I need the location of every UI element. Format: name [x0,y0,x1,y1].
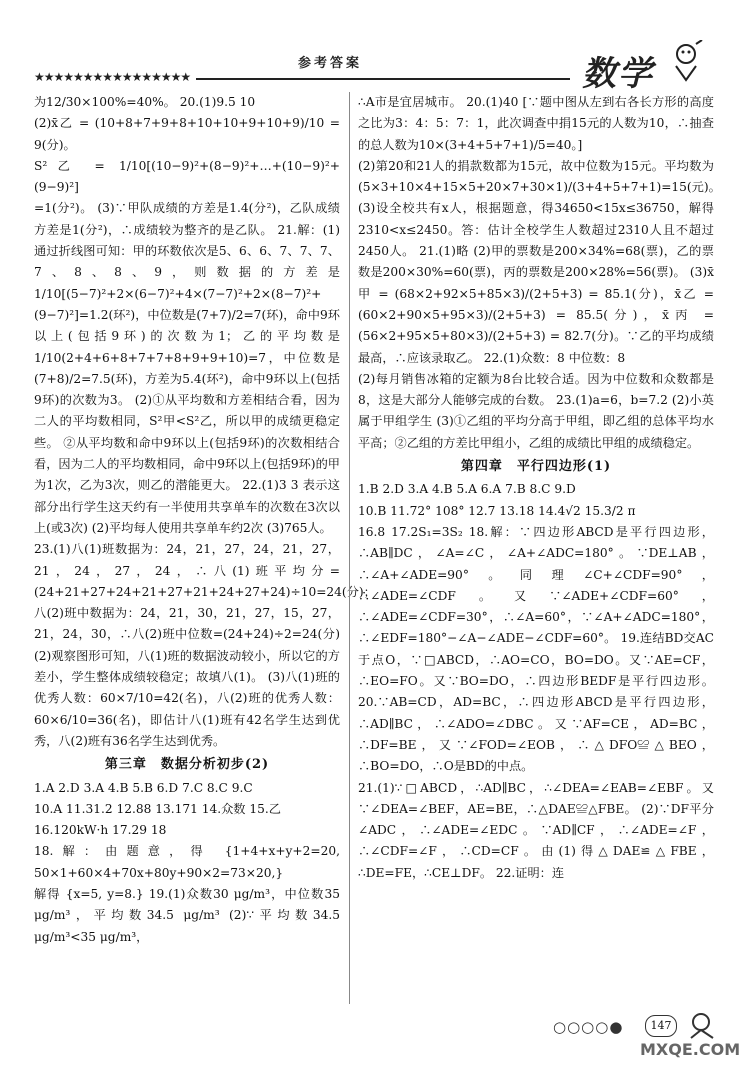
column-divider [349,92,350,1004]
answer-line: 10.B 11.72° 108° 12.7 13.18 14.4√2 15.3/2 π [358,503,636,518]
left-column [34,92,376,948]
paragraph: (3)设全校共有x人，根据题意，得34650<15x≤36750，解得2310<x≤2450。答：估计全校学生人数超过2310人且不超过2450人。 21.(1)略 (2)甲的票数是200×34%=68(票)，乙的票数是200×30%=60(票)，丙的票数是200×28%=56(票)。 (3)x̄甲 = (68×2+92×5+85×3)/(2+5+3) = 85.1(分)，x̄乙 = (60×2+90×5+95×3)/(2+5+3) = 85.5(分)，x̄丙 = (56×2+95×5+80×3)/(2+5+3) = 82.7(分)。∵乙的平均成绩最高，∴应该录取乙。 22.(1)众数：8 中位数：8 [358,201,714,365]
math-logo [582,40,702,94]
page-footer [545,1008,745,1068]
footer-mascot-icon [685,1008,725,1044]
paragraph: (2)x̄乙 = (10+8+7+9+8+10+10+9+10+9)/10 = 9(分)。 [34,116,340,152]
paragraph: 21.(1)∵□ABCD，∴AD∥BC，∴∠DEA=∠EAB=∠EBF。又∵∠DEA=∠BEF，AE=BE，∴△DAE≌△FBE。 (2)∵DF平分∠ADC，∴∠ADE=∠EDC。∵AD∥CF，∴∠ADE=∠F，∴∠CDF=∠F，∴CD=CF。由(1)得△DAE≌△FBE，∴DE=FE，∴CE⊥DF。 22.证明：连 [358,780,714,880]
answer-line: 10.A 11.31.2 12.88 13.171 14.众数 15.乙 [34,801,281,816]
page-header [0,0,750,96]
paragraph: =1(分²)。 (3)∵甲队成绩的方差是1.4(分²)，乙队成绩方差是1(分²)，∴成绩较为整齐的是乙队。 21.解：(1)通过折线图可知：甲的环数依次是5、6、6、7、7、7、7、8、8、9，则数据的方差是1/10[(5−7)²+2×(6−7)²+4×(7−7)²+2×(8−7)²+(9−7)²]=1.2(环²)，中位数是(7+7)/2=7(环)，命中9环以上(包括9环)的次数为1；乙的平均数是1/10(2+4+6+8+7+7+8+9+9+10)=7，中位数是(7+8)/2=7.5(环)，方差为5.4(环²)，命中9环以上(包括9环)的次数为3。 (2)①从平均数和方差相结合看，因为二人的平均数相同，S²甲<S²乙，所以甲的成绩更稳定些。 ②从平均数和命中9环以上(包括9环)的次数相结合看，因为二人的平均数相同，命中9环以上(包括9环)的甲为1次，乙为3次，则乙的潜能更大。 22.(1)3 3 表示这部分出行学生这天约有一半使用共享单车的次数在3次以上(或3次) (2)平均每人使用共享单车约2次 (3)765人。 [34,201,340,535]
section-title: 第三章 数据分析初步(2) [104,757,270,773]
paragraph: S²乙 = 1/10[(10−9)²+(8−9)²+…+(10−9)²+(9−9)²] [34,158,340,195]
decorative-dots: ○○○○● [553,1018,624,1036]
paragraph: 16.8 17.2S₁=3S₂ 18.解：∵四边形ABCD是平行四边形，∴AB∥DC，∠A=∠C，∠A+∠ADC=180°。∵DE⊥AB，∴∠A+∠ADE=90°。同理∠C+∠CDF=90°，∴∠ADE=∠CDF。又∵∠ADE+∠CDF=60°，∴∠ADE=∠CDF=30°，∴∠A=60°，∵∠A+∠ADC=180°，∴∠EDF=180°−∠A−∠ADE−∠CDF=60°。 19.连结BD交AC于点O，∵□ABCD，∴AO=CO，BO=DO。又∵AE=CF，∴EO=FO。又∵BO=DO，∴四边形BEDF是平行四边形。 20.∵AB=CD，AD=BC，∴四边形ABCD是平行四边形，∴AD∥BC，∴∠ADO=∠DBC。又∵AF=CE，AD=BC，∴DF=BE，又∵∠FOD=∠EOB，∴△DFO≌△BEO，∴BO=DO，∴O是BD的中点。 [358,524,714,774]
paragraph: 解得 {x=5, y=8.} 19.(1)众数30 μg/m³，中位数35 μg/m³，平均数34.5 μg/m³ (2)∵平均数34.5 μg/m³<35 μg/m³， [34,886,340,944]
paragraph: 18.解：由题意，得 {1+4+x+y+2=20, 50×1+60×4+70x+80y+90×2=73×20,} [34,844,340,880]
answer-line: 1.A 2.D 3.A 4.B 5.B 6.D 7.C 8.C 9.C [34,780,253,795]
paragraph: (2)每月销售冰箱的定额为8台比较合适。因为中位数和众数都是8，这是大部分人能够完成的台数。 23.(1)a=6，b=7.2 (2)小英属于甲组学生 (3)①乙组的平均分高于甲组，即乙组的总体平均水平高；②乙组的方差比甲组小，乙组的成绩比甲组的成绩稳定。 [358,371,714,450]
paragraph: 23.(1)八(1)班数据为：24，21，27，24，21，27，21，24，27，24，∴八(1)班平均分=(24+21+27+24+21+27+21+24+27+24)÷10=24(分)；八(2)班中数据为：24，21，30，21，27，15，27，21，24，30，∴八(2)班中位数=(24+24)÷2=24(分) (2)观察图形可知，八(1)班的数据波动较小，所以它的方差小，学生整体成绩较稳定；故填八(1)。 (3)八(1)班的优秀人数：60×7/10=42(名)，八(2)班的优秀人数：60×6/10=36(名)，即估计八(1)班有42名学生达到优秀，八(2)班有36名学生达到优秀。 [34,542,376,748]
answer-line: 16.120kW·h 17.29 18 [34,823,167,838]
header-rule [196,78,570,80]
section-title: 第四章 平行四边形(1) [460,459,612,475]
paragraph: (2)第20和21人的捐款数都为15元，故中位数为15元。平均数为(5×3+10×4+15×5+20×7+30×1)/(3+4+5+7+1)=15(元)。 [358,158,721,195]
header-title: 参考答案 [298,56,363,71]
right-column [358,92,721,884]
mascot-icon [666,40,706,84]
watermark: MXQE.COM [640,1040,741,1059]
paragraph: 为12/30×100%=40%。 20.(1)9.5 10 [34,95,256,109]
star-row: ★★★★★★★★★★★★★★★★ [34,70,191,84]
page-number: 147 [645,1015,677,1037]
answer-line: 1.B 2.D 3.A 4.B 5.A 6.A 7.B 8.C 9.D [358,482,576,497]
paragraph: ∴A市是宜居城市。 20.(1)40 [∵题中图从左到右各长方形的高度之比为3：4：5：7：1，此次调查中捐15元的人数为10，∴抽查的总人数为10×(3+4+5+7+1)/5=40。] [358,95,714,152]
logo-text: 数学 [582,54,654,94]
